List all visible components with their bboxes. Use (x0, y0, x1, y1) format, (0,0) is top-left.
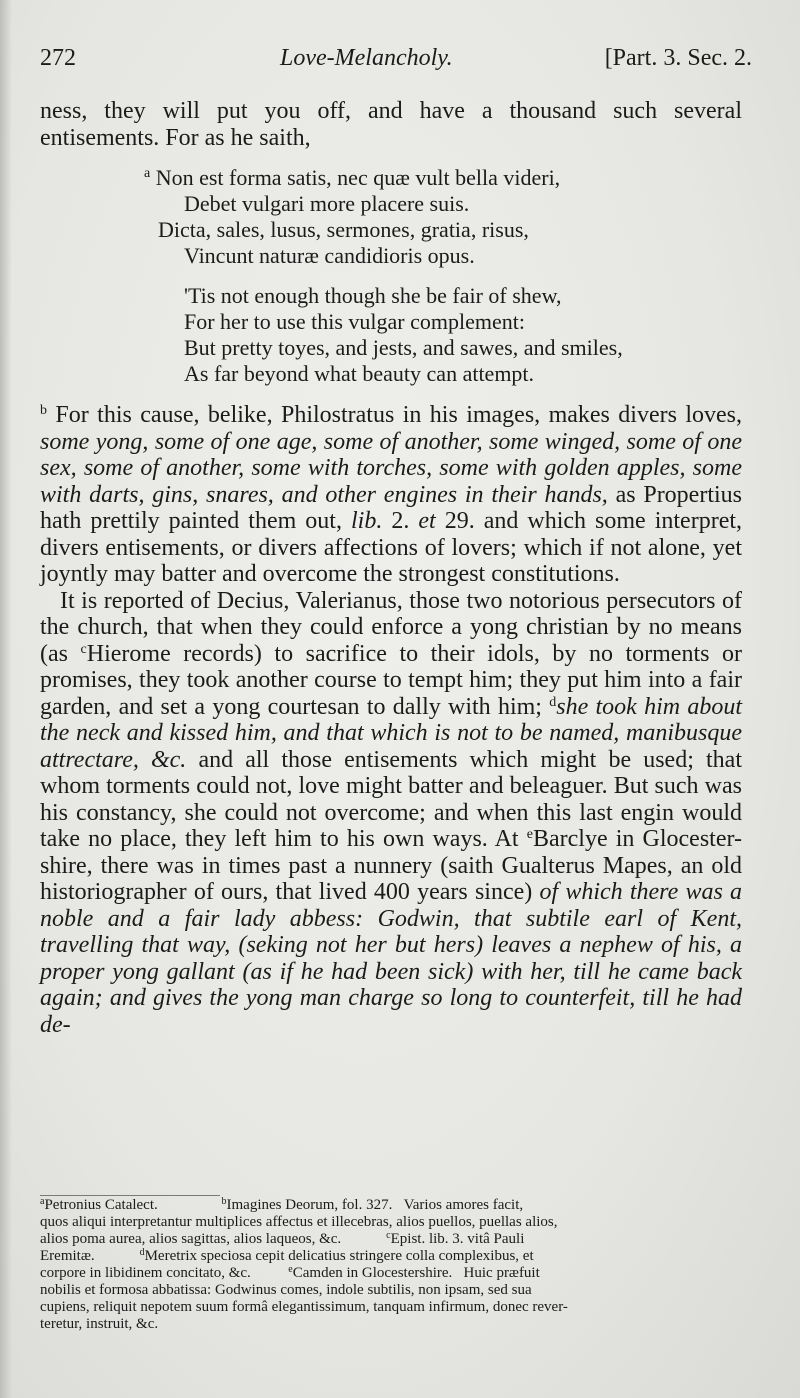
text-run: Hierome records) to sacrifice to their idols, by no torments or promises, they took another course to tempt him; they put him into a fair garden, and set a yong courtesan to dally with him; (40, 640, 743, 720)
verse-line: Dicta, sales, lusus, sermones, gratia, risus, (158, 217, 529, 242)
footnote-marker: a (40, 1196, 45, 1207)
paragraph-decius (40, 588, 742, 1039)
footnote-line (40, 1197, 750, 1214)
text-run: It is reported of Decius, Valerianus, those two notorious persecutors of the church, that when they could enforce a yong christian by no means (as (40, 587, 742, 667)
text-run: 29. and which some interpret, divers entisements, or divers affections of lovers; which if not alone, yet joyntly may batter and overcome the strongest constitutions. (40, 508, 743, 587)
text-run: For this cause, belike, Philostratus in his images, makes divers loves, (55, 402, 743, 428)
footnote-text: Petronius Catalect. (44, 1197, 158, 1213)
verse-line: But pretty toyes, and jests, and sawes, and smiles, (184, 335, 623, 360)
italic-run: lib. (351, 508, 383, 534)
verse-line: For her to use this vulgar complement: (184, 309, 525, 334)
footnote-line (40, 1231, 750, 1248)
verse-line-text: Non est forma satis, nec quæ vult bella videri, (155, 165, 561, 190)
text-run: Barclye in Glocester-shire, there was in times past a nunnery (saith Gualterus Mapes, an old historiographer of ours, that lived 400 years since) (40, 826, 743, 905)
footnote-line: nobilis et formosa abbatissa: Godwinus comes, indole subtilis, non ipsam, sed sua (40, 1282, 532, 1298)
part-section-label: [Part. 3. Sec. 2. (604, 45, 752, 71)
main-text (40, 98, 742, 1038)
footnote-marker: d (139, 1247, 145, 1258)
footnote-line: teretur, instruit, &c. (40, 1316, 159, 1332)
italic-run: some yong, some of one age, some of another, some winged, some of one sex, some of another, some with torches, some with golden apples, some with darts, gins, snares, and other engines in their hands, (40, 428, 742, 508)
italic-run: she took him about the neck and kissed him, and that which is not to be named, manibusque attrectare, &c. (40, 693, 743, 773)
page-header (40, 45, 752, 81)
text-run: and all those entisements which might be used; that whom torments could not, love might batter and beleaguer. But such was his constancy, she could not overcome; and when this last engin would take no place, they left him to his own ways. At (40, 746, 742, 852)
footnote-line: quos aliqui interpretantur multiplices affectus et illecebras, alios puellos, puellas alios, (40, 1214, 558, 1230)
footnote-text: Meretrix speciosa cepit delicatius stringere colla complexibus, et (144, 1248, 534, 1264)
verse-quotation (40, 165, 742, 387)
footnote-marker: c (386, 1230, 391, 1241)
english-stanza (40, 283, 742, 387)
text-run: as Propertius hath prettily painted them out, (40, 481, 743, 534)
footnote-divider (40, 1195, 220, 1196)
footnote-line (40, 1265, 750, 1282)
text-run: 2. (391, 508, 410, 534)
footnote-marker: b (40, 403, 47, 418)
latin-stanza (40, 165, 742, 269)
verse-line: Debet vulgari more placere suis. (184, 191, 470, 216)
footnote-text: Epist. lib. 3. vitâ Pauli (390, 1231, 525, 1247)
paragraph-philostratus (40, 402, 742, 588)
verse-line: As far beyond what beauty can attempt. (184, 361, 535, 386)
footnote-marker: b (221, 1196, 227, 1207)
page-number: 272 (40, 45, 76, 71)
footnote-text: Camden in Glocestershire. (292, 1265, 453, 1281)
footnotes (40, 1197, 750, 1333)
footnote-marker: d (549, 694, 557, 710)
paragraph-continuation: ness, they will put you off, and have a thousand such several entisements. For as he saith, (40, 98, 742, 151)
footnote-text: corpore in libidinem concitato, &c. (40, 1265, 251, 1281)
footnote-text: Eremitæ. (40, 1248, 95, 1264)
footnote-marker: e (288, 1264, 293, 1275)
footnote-marker: a (144, 166, 151, 181)
running-title: Love-Melancholy. (280, 45, 453, 71)
footnote-text: Imagines Deorum, fol. 327. (226, 1197, 393, 1213)
footnote-marker: c (80, 641, 87, 657)
verse-line: Vincunt naturæ candidioris opus. (184, 243, 475, 268)
footnote-text: alios poma aurea, alios sagittas, alios laqueos, &c. (40, 1231, 342, 1247)
italic-run: et (418, 508, 436, 534)
footnote-marker: e (526, 827, 533, 842)
verse-line: 'Tis not enough though she be fair of shew, (184, 283, 562, 308)
footnote-line (40, 1248, 750, 1265)
footnote-line: cupiens, reliquit nepotem suum formâ elegantissimum, tanquam infirmum, donec rever- (40, 1299, 568, 1315)
verse-line (40, 165, 742, 191)
footnote-text: Varios amores facit, (403, 1197, 524, 1213)
italic-run: of which there was a noble and a fair lady abbess: Godwin, that subtile earl of Kent, travelling that way, (seking not her but hers) leaves a nephew of his, a proper yong gallant (as if he had been sick) with her, till he came back again; and gives the yong man charge so long to counterfeit, till he had de- (40, 879, 743, 1038)
footnote-text: Huic præfuit (463, 1265, 540, 1281)
